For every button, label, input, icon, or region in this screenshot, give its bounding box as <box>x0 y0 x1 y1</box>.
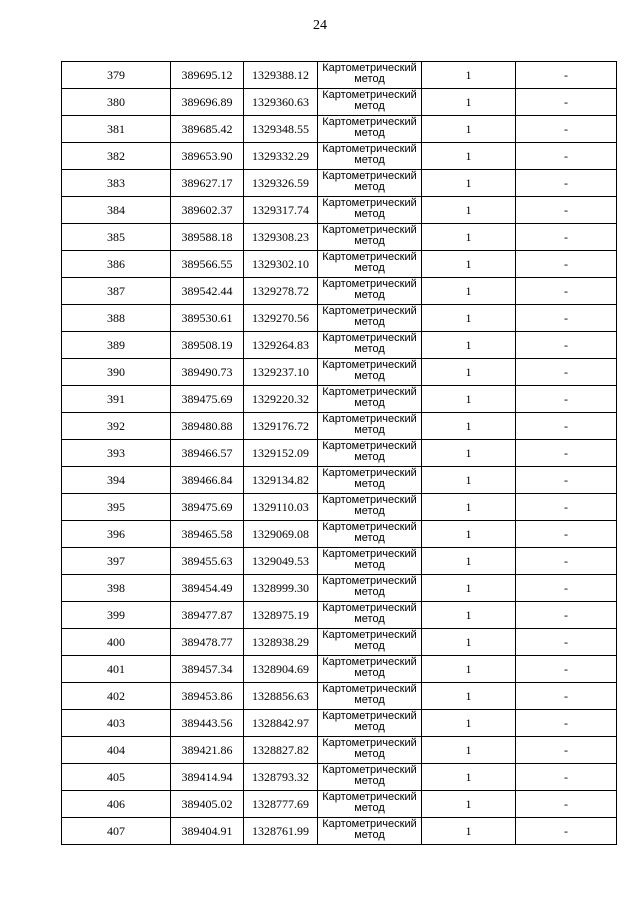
method-line2: метод <box>354 748 385 760</box>
method-text <box>318 197 421 223</box>
coordinates-table-body <box>62 62 617 845</box>
method-cell <box>318 89 422 116</box>
note-cell: - <box>516 602 617 629</box>
note-cell: - <box>516 575 617 602</box>
point-number-cell: 401 <box>62 656 171 683</box>
method-line2: метод <box>354 505 385 517</box>
method-line2: метод <box>354 154 385 166</box>
point-number-cell: 385 <box>62 224 171 251</box>
note-cell: - <box>516 629 617 656</box>
method-line2: метод <box>354 667 385 679</box>
method-line2: метод <box>354 640 385 652</box>
count-cell: 1 <box>422 413 516 440</box>
y-coordinate-cell: 1329069.08 <box>244 521 318 548</box>
count-cell: 1 <box>422 710 516 737</box>
table-row <box>62 143 617 170</box>
method-text <box>318 251 421 277</box>
y-coordinate-cell: 1329360.63 <box>244 89 318 116</box>
note-cell: - <box>516 521 617 548</box>
count-cell: 1 <box>422 629 516 656</box>
y-coordinate-cell: 1328938.29 <box>244 629 318 656</box>
method-line2: метод <box>354 478 385 490</box>
method-text <box>318 89 421 115</box>
table-row <box>62 737 617 764</box>
table-row <box>62 170 617 197</box>
point-number-cell: 399 <box>62 602 171 629</box>
method-line2: метод <box>354 802 385 814</box>
count-cell: 1 <box>422 494 516 521</box>
x-coordinate-cell: 389566.55 <box>171 251 244 278</box>
point-number-cell: 394 <box>62 467 171 494</box>
method-cell <box>318 197 422 224</box>
method-text <box>318 602 421 628</box>
method-line1: Картометрический <box>322 440 417 452</box>
count-cell: 1 <box>422 386 516 413</box>
method-line1: Картометрический <box>322 602 417 614</box>
point-number-cell: 395 <box>62 494 171 521</box>
method-line2: метод <box>354 451 385 463</box>
point-number-cell: 380 <box>62 89 171 116</box>
method-line1: Картометрический <box>322 89 417 101</box>
note-cell: - <box>516 683 617 710</box>
count-cell: 1 <box>422 791 516 818</box>
x-coordinate-cell: 389653.90 <box>171 143 244 170</box>
method-line1: Картометрический <box>322 710 417 722</box>
table-row <box>62 548 617 575</box>
count-cell: 1 <box>422 467 516 494</box>
count-cell: 1 <box>422 440 516 467</box>
point-number-cell: 392 <box>62 413 171 440</box>
x-coordinate-cell: 389490.73 <box>171 359 244 386</box>
method-line2: метод <box>354 694 385 706</box>
method-line1: Картометрический <box>322 467 417 479</box>
count-cell: 1 <box>422 575 516 602</box>
x-coordinate-cell: 389405.02 <box>171 791 244 818</box>
count-cell: 1 <box>422 521 516 548</box>
method-line2: метод <box>354 262 385 274</box>
method-text <box>318 440 421 466</box>
y-coordinate-cell: 1329176.72 <box>244 413 318 440</box>
method-cell <box>318 332 422 359</box>
method-line1: Картометрический <box>322 494 417 506</box>
y-coordinate-cell: 1329332.29 <box>244 143 318 170</box>
method-cell <box>318 629 422 656</box>
y-coordinate-cell: 1329326.59 <box>244 170 318 197</box>
method-line1: Картометрический <box>322 548 417 560</box>
point-number-cell: 398 <box>62 575 171 602</box>
y-coordinate-cell: 1329302.10 <box>244 251 318 278</box>
method-cell <box>318 386 422 413</box>
x-coordinate-cell: 389477.87 <box>171 602 244 629</box>
note-cell: - <box>516 548 617 575</box>
method-line2: метод <box>354 316 385 328</box>
point-number-cell: 400 <box>62 629 171 656</box>
x-coordinate-cell: 389454.49 <box>171 575 244 602</box>
table-row <box>62 467 617 494</box>
y-coordinate-cell: 1329270.56 <box>244 305 318 332</box>
method-line1: Картометрический <box>322 170 417 182</box>
y-coordinate-cell: 1328975.19 <box>244 602 318 629</box>
method-cell <box>318 791 422 818</box>
table-row <box>62 764 617 791</box>
point-number-cell: 381 <box>62 116 171 143</box>
method-cell <box>318 62 422 89</box>
count-cell: 1 <box>422 359 516 386</box>
y-coordinate-cell: 1329049.53 <box>244 548 318 575</box>
method-line1: Картометрический <box>322 575 417 587</box>
point-number-cell: 388 <box>62 305 171 332</box>
note-cell: - <box>516 332 617 359</box>
method-line2: метод <box>354 208 385 220</box>
method-line2: метод <box>354 559 385 571</box>
method-text <box>318 764 421 790</box>
y-coordinate-cell: 1329134.82 <box>244 467 318 494</box>
method-cell <box>318 467 422 494</box>
note-cell: - <box>516 359 617 386</box>
y-coordinate-cell: 1329388.12 <box>244 62 318 89</box>
table-row <box>62 818 617 845</box>
method-line1: Картометрический <box>322 764 417 776</box>
method-cell <box>318 602 422 629</box>
method-line2: метод <box>354 289 385 301</box>
method-line1: Картометрический <box>322 818 417 830</box>
count-cell: 1 <box>422 89 516 116</box>
table-row <box>62 251 617 278</box>
x-coordinate-cell: 389602.37 <box>171 197 244 224</box>
method-text <box>318 386 421 412</box>
note-cell: - <box>516 170 617 197</box>
method-line1: Картометрический <box>322 278 417 290</box>
note-cell: - <box>516 737 617 764</box>
method-text <box>318 359 421 385</box>
note-cell: - <box>516 656 617 683</box>
note-cell: - <box>516 305 617 332</box>
method-text <box>318 305 421 331</box>
method-text <box>318 575 421 601</box>
method-line2: метод <box>354 100 385 112</box>
x-coordinate-cell: 389465.58 <box>171 521 244 548</box>
method-cell <box>318 251 422 278</box>
note-cell: - <box>516 440 617 467</box>
note-cell: - <box>516 224 617 251</box>
method-text <box>318 62 421 88</box>
method-line2: метод <box>354 397 385 409</box>
method-line2: метод <box>354 775 385 787</box>
note-cell: - <box>516 494 617 521</box>
table-row <box>62 575 617 602</box>
method-line1: Картометрический <box>322 386 417 398</box>
table-row <box>62 332 617 359</box>
page-number: 24 <box>313 18 327 33</box>
note-cell: - <box>516 143 617 170</box>
y-coordinate-cell: 1329308.23 <box>244 224 318 251</box>
count-cell: 1 <box>422 737 516 764</box>
x-coordinate-cell: 389588.18 <box>171 224 244 251</box>
x-coordinate-cell: 389404.91 <box>171 818 244 845</box>
method-line1: Картометрический <box>322 332 417 344</box>
method-line1: Картометрический <box>322 359 417 371</box>
table-row <box>62 359 617 386</box>
x-coordinate-cell: 389453.86 <box>171 683 244 710</box>
method-cell <box>318 413 422 440</box>
table-row <box>62 602 617 629</box>
method-cell <box>318 143 422 170</box>
table-row <box>62 710 617 737</box>
x-coordinate-cell: 389696.89 <box>171 89 244 116</box>
count-cell: 1 <box>422 62 516 89</box>
table-row <box>62 440 617 467</box>
note-cell: - <box>516 197 617 224</box>
point-number-cell: 386 <box>62 251 171 278</box>
x-coordinate-cell: 389466.57 <box>171 440 244 467</box>
x-coordinate-cell: 389508.19 <box>171 332 244 359</box>
method-line2: метод <box>354 181 385 193</box>
method-cell <box>318 305 422 332</box>
y-coordinate-cell: 1329317.74 <box>244 197 318 224</box>
count-cell: 1 <box>422 251 516 278</box>
note-cell: - <box>516 764 617 791</box>
table-row <box>62 683 617 710</box>
point-number-cell: 405 <box>62 764 171 791</box>
y-coordinate-cell: 1329110.03 <box>244 494 318 521</box>
method-text <box>318 143 421 169</box>
point-number-cell: 393 <box>62 440 171 467</box>
method-line2: метод <box>354 370 385 382</box>
count-cell: 1 <box>422 818 516 845</box>
y-coordinate-cell: 1329152.09 <box>244 440 318 467</box>
method-text <box>318 413 421 439</box>
method-line1: Картометрический <box>322 629 417 641</box>
method-text <box>318 521 421 547</box>
method-text <box>318 170 421 196</box>
method-cell <box>318 521 422 548</box>
y-coordinate-cell: 1328777.69 <box>244 791 318 818</box>
count-cell: 1 <box>422 332 516 359</box>
point-number-cell: 407 <box>62 818 171 845</box>
method-line1: Картометрический <box>322 197 417 209</box>
note-cell: - <box>516 116 617 143</box>
table-row <box>62 116 617 143</box>
y-coordinate-cell: 1328999.30 <box>244 575 318 602</box>
x-coordinate-cell: 389478.77 <box>171 629 244 656</box>
method-cell <box>318 575 422 602</box>
method-cell <box>318 710 422 737</box>
y-coordinate-cell: 1329348.55 <box>244 116 318 143</box>
point-number-cell: 387 <box>62 278 171 305</box>
note-cell: - <box>516 251 617 278</box>
method-text <box>318 494 421 520</box>
method-line1: Картометрический <box>322 305 417 317</box>
method-line2: метод <box>354 613 385 625</box>
x-coordinate-cell: 389421.86 <box>171 737 244 764</box>
point-number-cell: 404 <box>62 737 171 764</box>
method-text <box>318 224 421 250</box>
point-number-cell: 403 <box>62 710 171 737</box>
y-coordinate-cell: 1329264.83 <box>244 332 318 359</box>
method-line2: метод <box>354 532 385 544</box>
count-cell: 1 <box>422 278 516 305</box>
method-line2: метод <box>354 73 385 85</box>
point-number-cell: 397 <box>62 548 171 575</box>
method-line1: Картометрический <box>322 521 417 533</box>
y-coordinate-cell: 1328842.97 <box>244 710 318 737</box>
x-coordinate-cell: 389475.69 <box>171 386 244 413</box>
note-cell: - <box>516 710 617 737</box>
method-text <box>318 683 421 709</box>
table-row <box>62 413 617 440</box>
method-text <box>318 791 421 817</box>
x-coordinate-cell: 389542.44 <box>171 278 244 305</box>
count-cell: 1 <box>422 116 516 143</box>
point-number-cell: 402 <box>62 683 171 710</box>
table-row <box>62 521 617 548</box>
count-cell: 1 <box>422 656 516 683</box>
method-cell <box>318 818 422 845</box>
method-line1: Картометрический <box>322 116 417 128</box>
table-row <box>62 62 617 89</box>
y-coordinate-cell: 1329237.10 <box>244 359 318 386</box>
method-cell <box>318 764 422 791</box>
point-number-cell: 390 <box>62 359 171 386</box>
x-coordinate-cell: 389480.88 <box>171 413 244 440</box>
method-text <box>318 116 421 142</box>
count-cell: 1 <box>422 305 516 332</box>
point-number-cell: 383 <box>62 170 171 197</box>
method-text <box>318 656 421 682</box>
method-text <box>318 332 421 358</box>
y-coordinate-cell: 1328904.69 <box>244 656 318 683</box>
method-text <box>318 467 421 493</box>
method-text <box>318 278 421 304</box>
method-cell <box>318 548 422 575</box>
method-cell <box>318 278 422 305</box>
method-cell <box>318 359 422 386</box>
method-cell <box>318 494 422 521</box>
table-row <box>62 278 617 305</box>
method-cell <box>318 656 422 683</box>
point-number-cell: 396 <box>62 521 171 548</box>
method-cell <box>318 170 422 197</box>
x-coordinate-cell: 389475.69 <box>171 494 244 521</box>
method-cell <box>318 737 422 764</box>
note-cell: - <box>516 386 617 413</box>
point-number-cell: 384 <box>62 197 171 224</box>
method-cell <box>318 116 422 143</box>
table-row <box>62 305 617 332</box>
method-cell <box>318 440 422 467</box>
method-cell <box>318 224 422 251</box>
count-cell: 1 <box>422 143 516 170</box>
coordinates-table <box>61 61 617 845</box>
x-coordinate-cell: 389627.17 <box>171 170 244 197</box>
y-coordinate-cell: 1328761.99 <box>244 818 318 845</box>
method-line1: Картометрический <box>322 656 417 668</box>
x-coordinate-cell: 389414.94 <box>171 764 244 791</box>
method-line1: Картометрический <box>322 62 417 74</box>
note-cell: - <box>516 791 617 818</box>
note-cell: - <box>516 818 617 845</box>
y-coordinate-cell: 1329278.72 <box>244 278 318 305</box>
method-text <box>318 737 421 763</box>
point-number-cell: 391 <box>62 386 171 413</box>
y-coordinate-cell: 1328856.63 <box>244 683 318 710</box>
count-cell: 1 <box>422 548 516 575</box>
count-cell: 1 <box>422 764 516 791</box>
method-line1: Картометрический <box>322 224 417 236</box>
note-cell: - <box>516 278 617 305</box>
method-line1: Картометрический <box>322 143 417 155</box>
method-line1: Картометрический <box>322 413 417 425</box>
table-row <box>62 629 617 656</box>
table-row <box>62 89 617 116</box>
method-line2: метод <box>354 586 385 598</box>
method-text <box>318 710 421 736</box>
x-coordinate-cell: 389457.34 <box>171 656 244 683</box>
method-line2: метод <box>354 127 385 139</box>
count-cell: 1 <box>422 602 516 629</box>
note-cell: - <box>516 467 617 494</box>
method-line2: метод <box>354 829 385 841</box>
count-cell: 1 <box>422 224 516 251</box>
x-coordinate-cell: 389685.42 <box>171 116 244 143</box>
x-coordinate-cell: 389466.84 <box>171 467 244 494</box>
point-number-cell: 379 <box>62 62 171 89</box>
y-coordinate-cell: 1328793.32 <box>244 764 318 791</box>
point-number-cell: 389 <box>62 332 171 359</box>
table-row <box>62 224 617 251</box>
point-number-cell: 382 <box>62 143 171 170</box>
x-coordinate-cell: 389455.63 <box>171 548 244 575</box>
note-cell: - <box>516 89 617 116</box>
count-cell: 1 <box>422 170 516 197</box>
x-coordinate-cell: 389695.12 <box>171 62 244 89</box>
table-row <box>62 656 617 683</box>
method-line1: Картометрический <box>322 683 417 695</box>
table-row <box>62 386 617 413</box>
x-coordinate-cell: 389443.56 <box>171 710 244 737</box>
method-text <box>318 629 421 655</box>
method-line2: метод <box>354 424 385 436</box>
table-row <box>62 494 617 521</box>
method-text <box>318 818 421 844</box>
method-line2: метод <box>354 343 385 355</box>
method-cell <box>318 683 422 710</box>
method-text <box>318 548 421 574</box>
method-line2: метод <box>354 721 385 733</box>
count-cell: 1 <box>422 683 516 710</box>
point-number-cell: 406 <box>62 791 171 818</box>
method-line1: Картометрический <box>322 737 417 749</box>
method-line1: Картометрический <box>322 251 417 263</box>
y-coordinate-cell: 1328827.82 <box>244 737 318 764</box>
table-row <box>62 197 617 224</box>
x-coordinate-cell: 389530.61 <box>171 305 244 332</box>
count-cell: 1 <box>422 197 516 224</box>
note-cell: - <box>516 62 617 89</box>
method-line1: Картометрический <box>322 791 417 803</box>
method-line2: метод <box>354 235 385 247</box>
table-row <box>62 791 617 818</box>
note-cell: - <box>516 413 617 440</box>
y-coordinate-cell: 1329220.32 <box>244 386 318 413</box>
